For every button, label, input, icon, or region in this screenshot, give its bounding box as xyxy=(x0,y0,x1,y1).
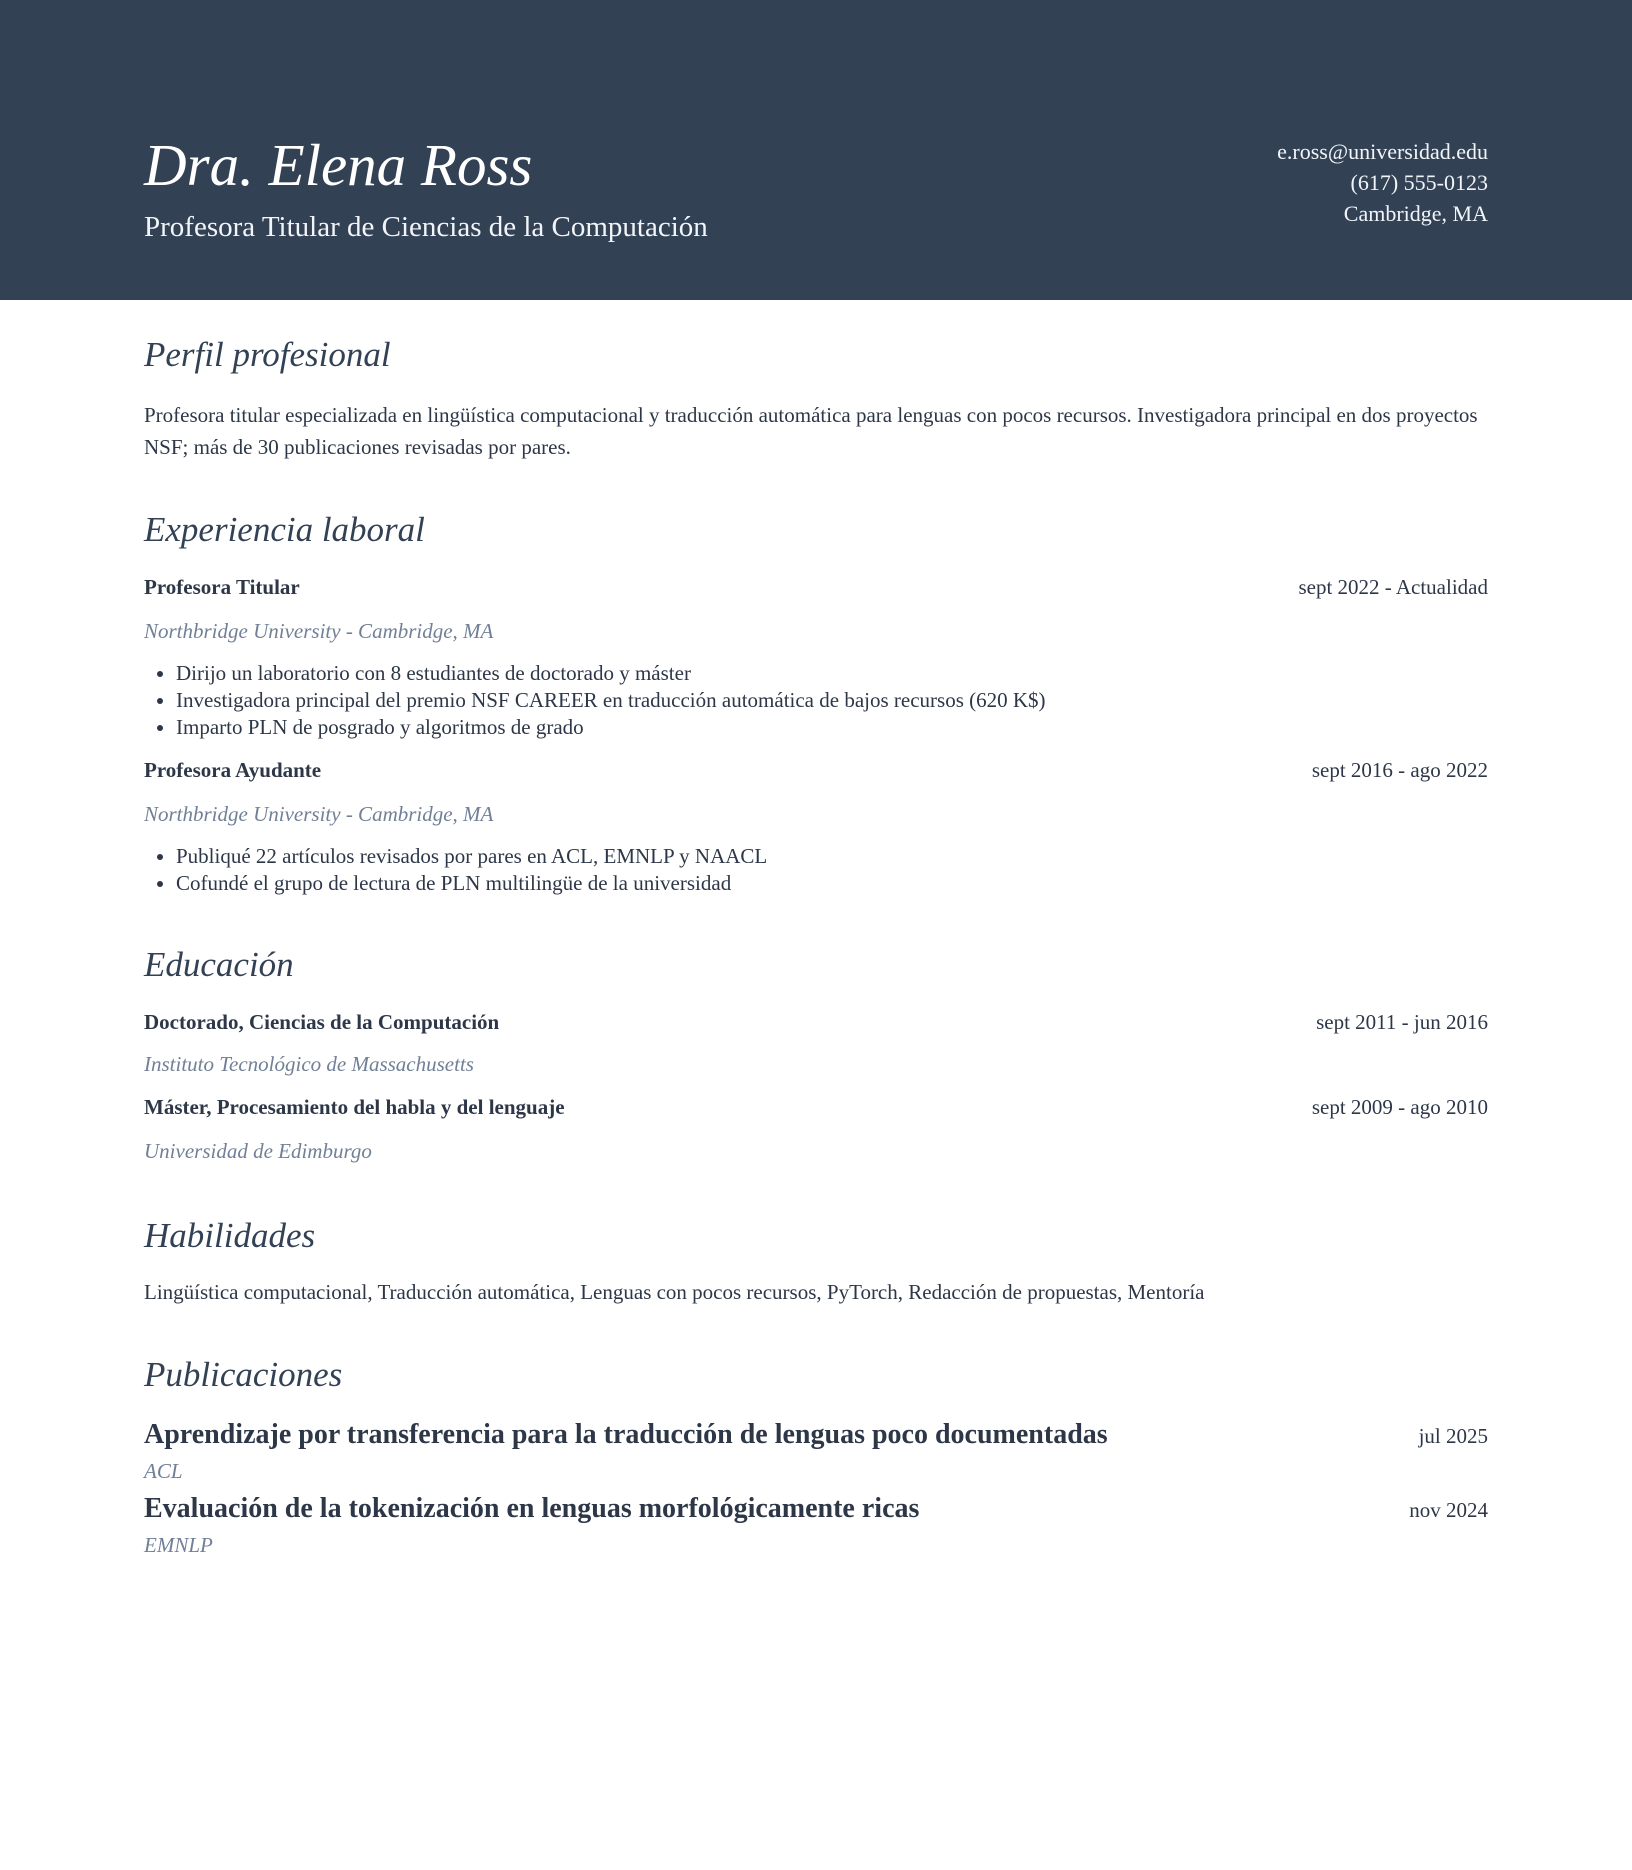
education-section xyxy=(144,943,1488,1166)
education-entry xyxy=(144,1007,1488,1079)
job-title: Profesora Titular xyxy=(144,575,300,599)
job-bullet: • Cofundé el grupo de lectura de PLN multilingüe de la universidad xyxy=(176,870,1488,897)
contact-location: Cambridge, MA xyxy=(1343,201,1488,226)
education-entry xyxy=(144,1092,1488,1166)
profile-text: Profesora titular especializada en lingüística computacional y traducción automática para lenguas con pocos recursos. Investigadora principal en dos proyectos NSF; más de 30 publicaciones revisadas por pares. xyxy=(144,403,1478,459)
degree-name: Máster, Procesamiento del habla y del lenguaje xyxy=(144,1095,565,1119)
skills-heading: Habilidades xyxy=(144,1216,316,1255)
education-dates: sept 2009 - ago 2010 xyxy=(1311,1095,1488,1119)
person-title: Profesora Titular de Ciencias de la Computación xyxy=(144,211,708,243)
job-dates: sept 2016 - ago 2022 xyxy=(1311,758,1488,782)
education-dates: sept 2011 - jun 2016 xyxy=(1316,1010,1488,1034)
experience-heading: Experiencia laboral xyxy=(144,510,425,549)
skills-text: Lingüística computacional, Traducción automática, Lenguas con pocos recursos, PyTorch, Redacción de propuestas, Mentoría xyxy=(144,1280,1205,1304)
person-name: Dra. Elena Ross xyxy=(144,132,533,198)
degree-name: Doctorado, Ciencias de la Computación xyxy=(144,1010,500,1034)
publication-header xyxy=(144,1417,1488,1453)
publications-section xyxy=(144,1353,1488,1559)
experience-section xyxy=(144,508,1488,897)
contact-email[interactable]: e.ross@universidad.edu xyxy=(1277,139,1488,164)
job-bullets xyxy=(144,843,1488,897)
publication-venue: ACL xyxy=(144,1459,183,1483)
job-organization: Northbridge University - Cambridge, MA xyxy=(144,802,494,826)
job-entry xyxy=(144,572,1488,741)
job-entry xyxy=(144,755,1488,897)
education-header xyxy=(144,1092,1488,1122)
publication-header xyxy=(144,1491,1488,1527)
job-bullet: • Dirijo un laboratorio con 8 estudiantes de doctorado y máster xyxy=(176,660,1488,687)
job-bullet: • Imparto PLN de posgrado y algoritmos de grado xyxy=(176,714,1488,741)
job-bullet: • Investigadora principal del premio NSF CAREER en traducción automática de bajos recursos (620 K$) xyxy=(176,687,1488,714)
publication-entry xyxy=(144,1417,1488,1485)
job-header xyxy=(144,755,1488,785)
publication-entry xyxy=(144,1491,1488,1559)
job-header xyxy=(144,572,1488,602)
resume-header xyxy=(0,0,1632,300)
job-organization: Northbridge University - Cambridge, MA xyxy=(144,619,494,643)
education-heading: Educación xyxy=(144,945,294,984)
publications-heading: Publicaciones xyxy=(144,1355,343,1394)
job-title: Profesora Ayudante xyxy=(144,758,322,782)
job-bullet: • Publiqué 22 artículos revisados por pares en ACL, EMNLP y NAACL xyxy=(176,843,1488,870)
skills-section xyxy=(144,1214,1488,1308)
header-identity xyxy=(144,130,708,244)
profile-section xyxy=(144,333,1488,463)
publication-date: jul 2025 xyxy=(1418,1424,1488,1448)
publication-date: nov 2024 xyxy=(1409,1498,1488,1522)
contact-info xyxy=(1277,136,1488,229)
resume-body xyxy=(144,333,1488,1559)
profile-heading: Perfil profesional xyxy=(144,335,391,374)
publication-venue: EMNLP xyxy=(144,1533,213,1557)
publication-title: Evaluación de la tokenización en lenguas morfológicamente ricas xyxy=(144,1493,920,1524)
school-name: Instituto Tecnológico de Massachusetts xyxy=(144,1052,474,1076)
education-header xyxy=(144,1007,1488,1037)
contact-phone[interactable]: (617) 555-0123 xyxy=(1350,170,1488,195)
school-name: Universidad de Edimburgo xyxy=(144,1139,372,1163)
publication-title: Aprendizaje por transferencia para la traducción de lenguas poco documentadas xyxy=(144,1419,1108,1450)
job-dates: sept 2022 - Actualidad xyxy=(1298,575,1488,599)
job-bullets xyxy=(144,660,1488,741)
